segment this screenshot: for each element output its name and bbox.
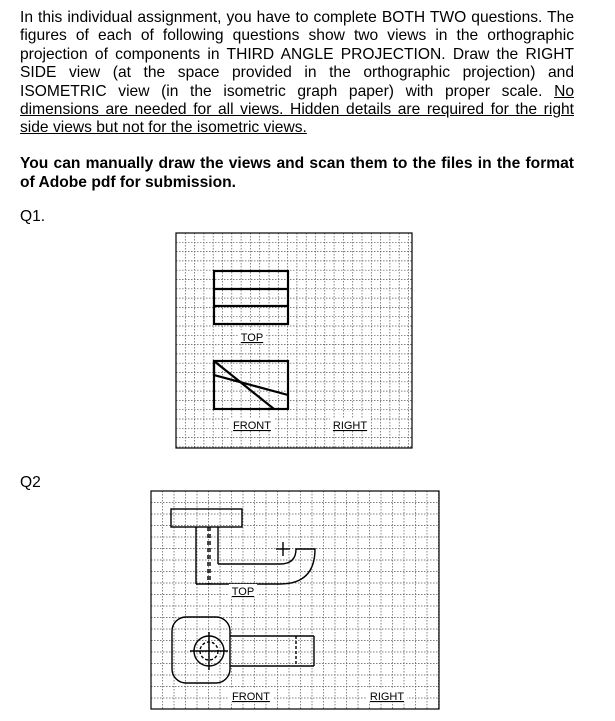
submission-note: You can manually draw the views and scan them to the files in the format of Adobe pdf for submission. <box>20 155 574 191</box>
q2-front-label: FRONT <box>232 691 270 703</box>
question-2-label: Q2 <box>20 474 41 491</box>
question-1-label: Q1. <box>20 208 46 225</box>
instructions-underlined: No dimensions are needed for all views. Hidden details are required for the right side views but not for the isometric views. <box>20 82 574 137</box>
q2-grid <box>151 491 439 709</box>
q1-right-label: RIGHT <box>332 420 368 432</box>
q2-right-label: RIGHT <box>369 691 405 703</box>
q2-border <box>151 491 439 709</box>
q1-front-label: FRONT <box>233 420 271 432</box>
q1-top-label: TOP <box>240 332 264 344</box>
q2-top-label: TOP <box>231 586 255 598</box>
instructions-lead: In this individual assignment, you have to complete BOTH TWO questions. The figures of each of following questions show two views in the orthographic projection of components in THIRD ANGLE PROJECTION. Draw the RIGHT SIDE view (at the space provided in the orthographic projection) and ISOMETRIC view (in the isometric graph paper) with proper scale. <box>20 9 574 100</box>
